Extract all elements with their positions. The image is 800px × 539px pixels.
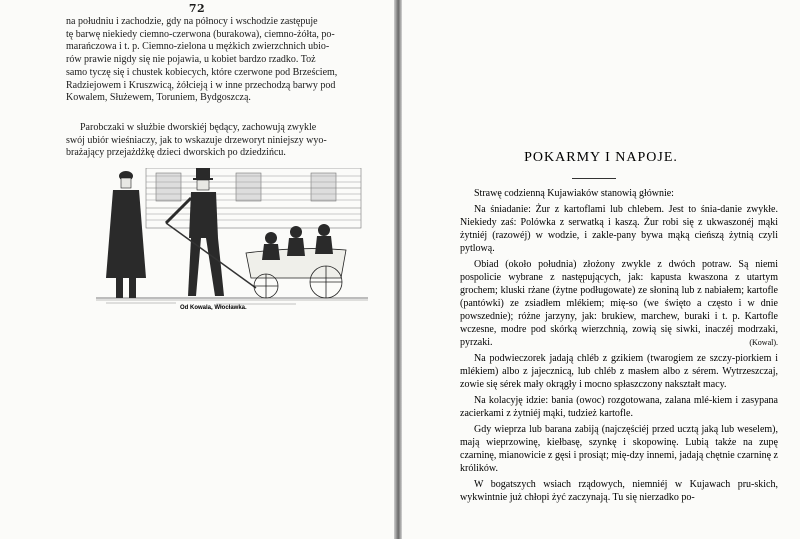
text-line: Radziejowem i Kruszwicą, żółcieją i w inne przechodzą barwy pod — [66, 79, 336, 91]
text-line: samo tyczę się i chustek kobiecych, które czerwone pod Brześciem, — [66, 66, 338, 78]
text-line: brażający przejażdżkę dzieci dworskich po dziedzińcu. — [66, 147, 286, 159]
text-line: na południu i zachodzie, gdy na północy i wschodzie zastępuje — [66, 16, 318, 27]
paragraph: Na śniadanie: Żur z kartoflami lub chlebem. Jest to śnia-danie zwykłe. Niekiedy zaś: Polówka z serwatką i kaszą. Żur robi się z ukwaszonéj mąki żytniéj (razowéj) w wodzie, i zakle-pany bywa mąką cieńszą żytnią czyli pytlową. — [460, 204, 778, 254]
text-line: rów prawie nigdy się nie pojawia, u kobiet bardzo rzadko. Toż — [66, 54, 316, 66]
right-body-text — [460, 187, 778, 507]
title-divider — [572, 178, 616, 179]
text-line: swój ubiór wieśniaczy, jak to wskazuje drzeworyt niniejszy wyo- — [66, 134, 327, 146]
paragraph: W bogatszych wsiach rządowych, niemniéj w Kujawach pru-skich, wykwintnie już chłopi żyć zaczynają. Tu się nierzadko po- — [460, 479, 778, 503]
left-paragraph-2 — [66, 122, 372, 160]
text-line: marańczowa i t. p. Ciemno-zielona u mężkich zwierzchnich ubio- — [66, 41, 330, 53]
paragraph: Gdy wieprza lub barana zabiją (najczęściéj przed ucztą jaką lub weselem), mają wieprzowinę, kiełbasę, szynkę i skopowinę. Lubią także na zupę czarninę, mianowicie z gęsi i prosiąt; mię-dzy innemi, jadają chętnie czarninę z królików. — [460, 424, 778, 474]
text-line: tę barwę niekiedy ciemno-czerwona (burakowa), ciemno-żółta, po- — [66, 28, 335, 40]
paragraph — [460, 258, 778, 349]
paragraph: Na podwieczorek jadają chléb z gzikiem (twarogiem ze szczy-piorkiem i mlékiem) albo z jajecznicą, lub chléb z masłem albo z sérem. Wytrzeszczaj, zowie się sérek mały okrągły i mocno spłaszczony nakształt macy. — [460, 353, 778, 390]
attribution: (Kowal). — [749, 338, 778, 347]
section-title: POKARMY I NAPOJE. — [524, 150, 678, 165]
text-line: Kowalem, Służewem, Toruniem, Bydgoszczą. — [66, 92, 251, 104]
left-paragraph-1 — [66, 16, 372, 105]
book-gutter — [394, 0, 402, 539]
illustration-caption: Od Kowala, Włocławka. — [180, 305, 247, 311]
paragraph-text: Obiad (około południa) złożony zwykle z dwóch potraw. Są niemi pospolicie wybrane z następujących, jak: kapusta kwaszona z utartym grochem; kluski rżane (żytne podługowate) ze słoniną lub z nabiałem; kartofle (pantówki) ze zsiadłem mlékiem; mię-so (we święto a często i w dnie powszednie); różne jarzyny, jak: brukiew, marchew, buraki i t. p. Kartofle wczesne, modre pod skórką wierzchnią, zowią się siwki, inaczéj modrzaki, pyrzaki. — [460, 259, 778, 348]
paragraph: Na kolacyję idzie: bania (owoc) rozgotowana, zalana mlé-kiem i zasypana zacierkami z żytniéj mąki, tudzież kartofle. — [460, 395, 778, 419]
text-line: Parobczaki w służbie dworskiéj będący, zachowują zwykle — [80, 122, 317, 133]
page-number: 72 — [188, 2, 206, 15]
paragraph: Strawę codzienną Kujawiaków stanowią głównie: — [474, 188, 674, 199]
woodcut-illustration — [96, 168, 368, 310]
